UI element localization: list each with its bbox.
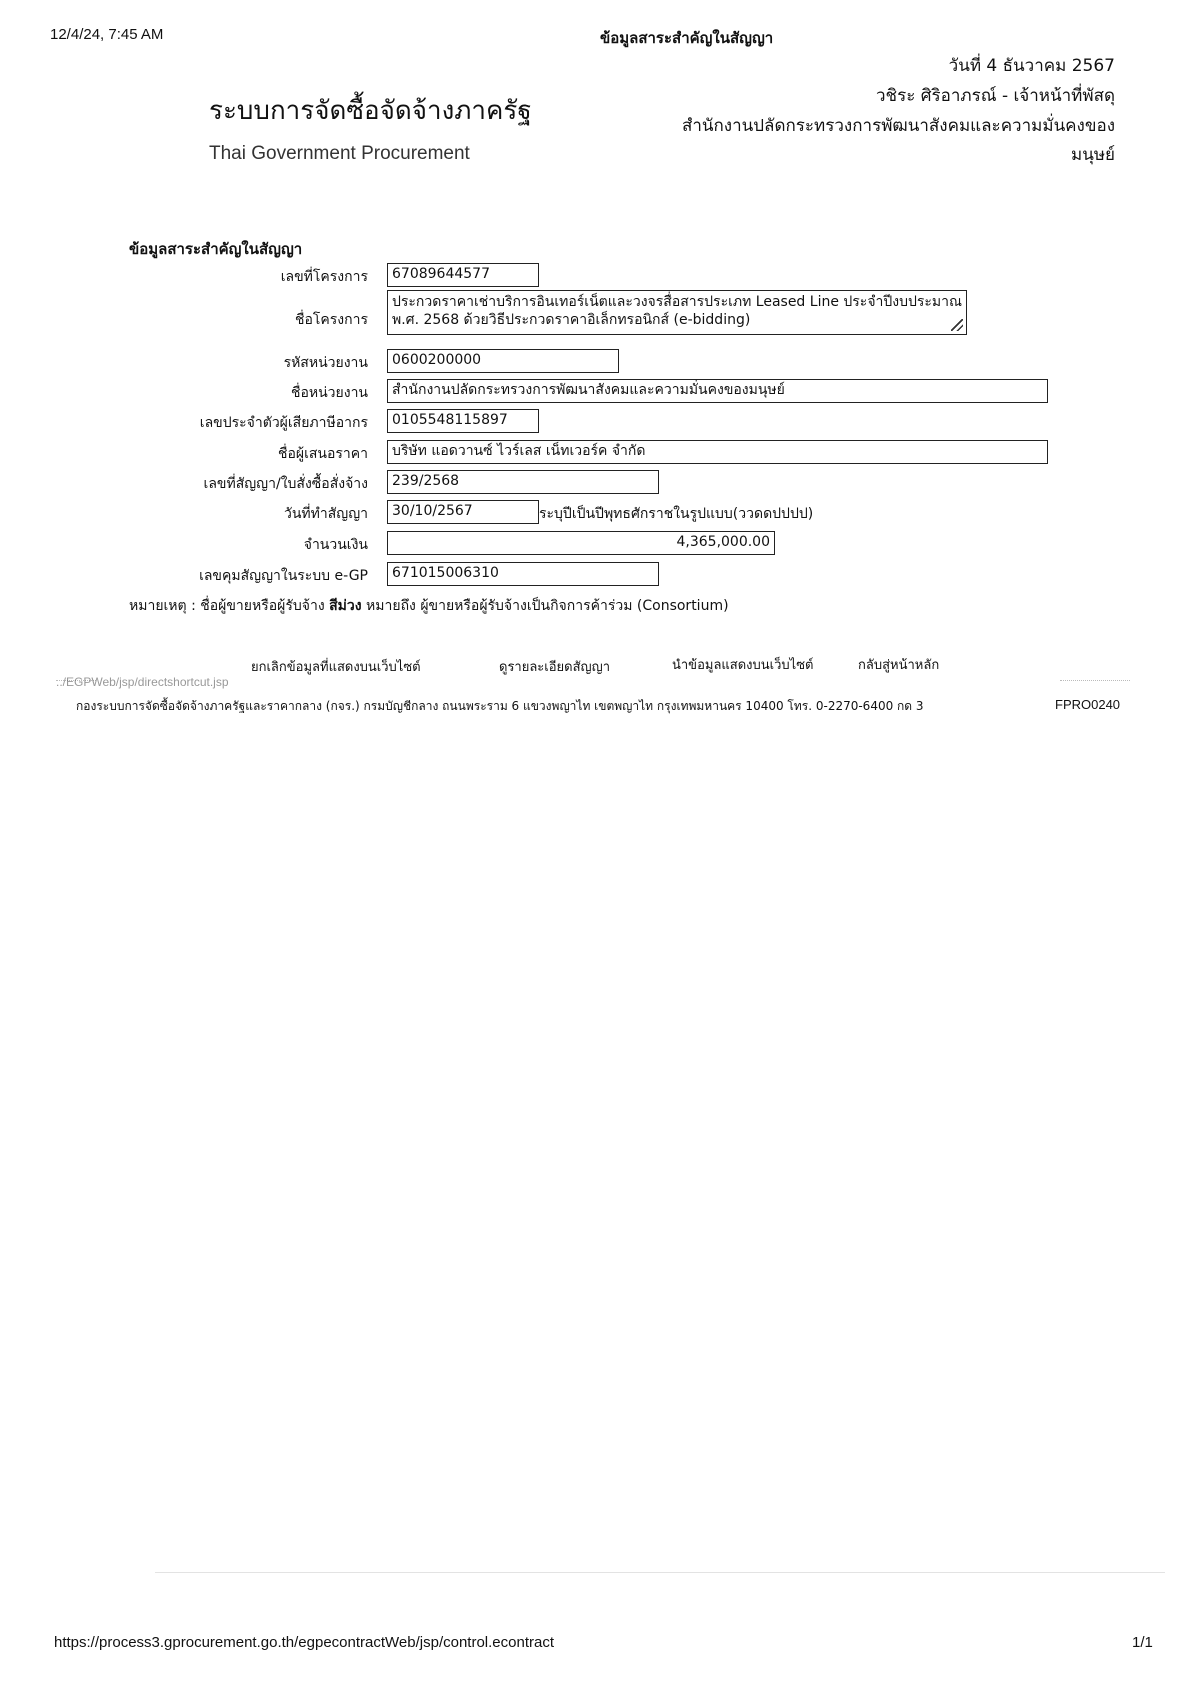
section-title: ข้อมูลสาระสำคัญในสัญญา (129, 240, 303, 258)
project-no-label: เลขที่โครงการ (280, 269, 368, 285)
project-no-field[interactable]: 67089644577 (387, 263, 539, 287)
back-home-button[interactable]: กลับสู่หน้าหลัก (858, 658, 940, 673)
contract-date-field[interactable]: 30/10/2567 (387, 500, 539, 524)
note-emphasis: สีม่วง (329, 598, 362, 614)
tax-id-field[interactable]: 0105548115897 (387, 409, 539, 433)
egp-control-no-label: เลขคุมสัญญาในระบบ e-GP (199, 568, 368, 584)
consortium-note (129, 595, 729, 617)
system-title-th: ระบบการจัดซื้อจัดจ้างภาครัฐ (209, 96, 532, 126)
system-title-en: Thai Government Procurement (209, 143, 470, 164)
publish-button[interactable]: นำข้อมูลแสดงบนเว็บไซต์ (672, 658, 814, 673)
separator-right (1060, 680, 1130, 682)
resize-grip-icon[interactable] (951, 319, 963, 331)
stamp-signer: วชิระ ศิริอาภรณ์ - เจ้าหน้าที่พัสดุ (876, 86, 1115, 106)
scan-divider (155, 1572, 1165, 1573)
project-name-textarea[interactable] (387, 290, 967, 335)
print-page-title: ข้อมูลสาระสำคัญในสัญญา (600, 29, 774, 47)
contract-date-hint: ระบุปีเป็นปีพุทธศักราชในรูปแบบ(ววดดปปปป) (539, 506, 814, 522)
bidder-name-field[interactable]: บริษัท แอดวานซ์ ไวร์เลส เน็ทเวอร์ค จำกัด (387, 440, 1048, 464)
agency-code-field[interactable]: 0600200000 (387, 349, 619, 373)
print-url: https://process3.gprocurement.go.th/egpecontractWeb/jsp/control.econtract (54, 1634, 554, 1651)
contract-date-label: วันที่ทำสัญญา (283, 506, 368, 522)
agency-name-field[interactable]: สำนักงานปลัดกระทรวงการพัฒนาสังคมและความมั่นคงของมนุษย์ (387, 379, 1048, 403)
note-prefix: หมายเหตุ : ชื่อผู้ขายหรือผู้รับจ้าง (129, 598, 330, 614)
form-code: FPRO0240 (1055, 697, 1121, 712)
amount-label: จำนวนเงิน (303, 537, 368, 553)
egp-control-no-field[interactable]: 671015006310 (387, 562, 659, 586)
tax-id-label: เลขประจำตัวผู้เสียภาษีอากร (199, 415, 368, 431)
bidder-name-label: ชื่อผู้เสนอราคา (277, 446, 368, 462)
project-name-text: ประกวดราคาเช่าบริการอินเทอร์เน็ตและวงจรสื่อสารประเภท Leased Line ประจำปีงบประมาณ พ.ศ. 2568 ด้วยวิธีประกวดราคาอิเล็กทรอนิกส์ (e-bidding) (392, 294, 963, 328)
amount-field[interactable]: 4,365,000.00 (387, 531, 775, 555)
contract-no-label: เลขที่สัญญา/ใบสั่งซื้อสั่งจ้าง (203, 476, 368, 492)
print-page-number: 1/1 (1132, 1634, 1153, 1651)
contract-no-field[interactable]: 239/2568 (387, 470, 659, 494)
project-name-label: ชื่อโครงการ (294, 312, 368, 328)
stamp-date: วันที่ 4 ธันวาคม 2567 (948, 56, 1115, 76)
stamp-org-line-1: สำนักงานปลัดกระทรวงการพัฒนาสังคมและความมั่นคงของ (681, 116, 1115, 136)
note-suffix: หมายถึง ผู้ขายหรือผู้รับจ้างเป็นกิจการค้าร่วม (Consortium) (361, 598, 729, 614)
ghost-path-text: ../EGPWeb/jsp/directshortcut.jsp (56, 675, 229, 689)
agency-code-label: รหัสหน่วยงาน (283, 355, 368, 371)
print-datetime: 12/4/24, 7:45 AM (50, 26, 164, 43)
agency-name-label: ชื่อหน่วยงาน (290, 385, 368, 401)
cancel-display-button[interactable]: ยกเลิกข้อมูลที่แสดงบนเว็บไซต์ (251, 660, 421, 675)
agency-footer: กองระบบการจัดซื้อจัดจ้างภาครัฐและราคากลาง (กจร.) กรมบัญชีกลาง ถนนพระราม 6 แขวงพญาไท เขตพญาไท กรุงเทพมหานคร 10400 โทร. 0-2270-6400 กด 3 (76, 699, 924, 713)
stamp-org-line-2: มนุษย์ (1071, 145, 1115, 165)
view-details-button[interactable]: ดูรายละเอียดสัญญา (499, 660, 610, 675)
